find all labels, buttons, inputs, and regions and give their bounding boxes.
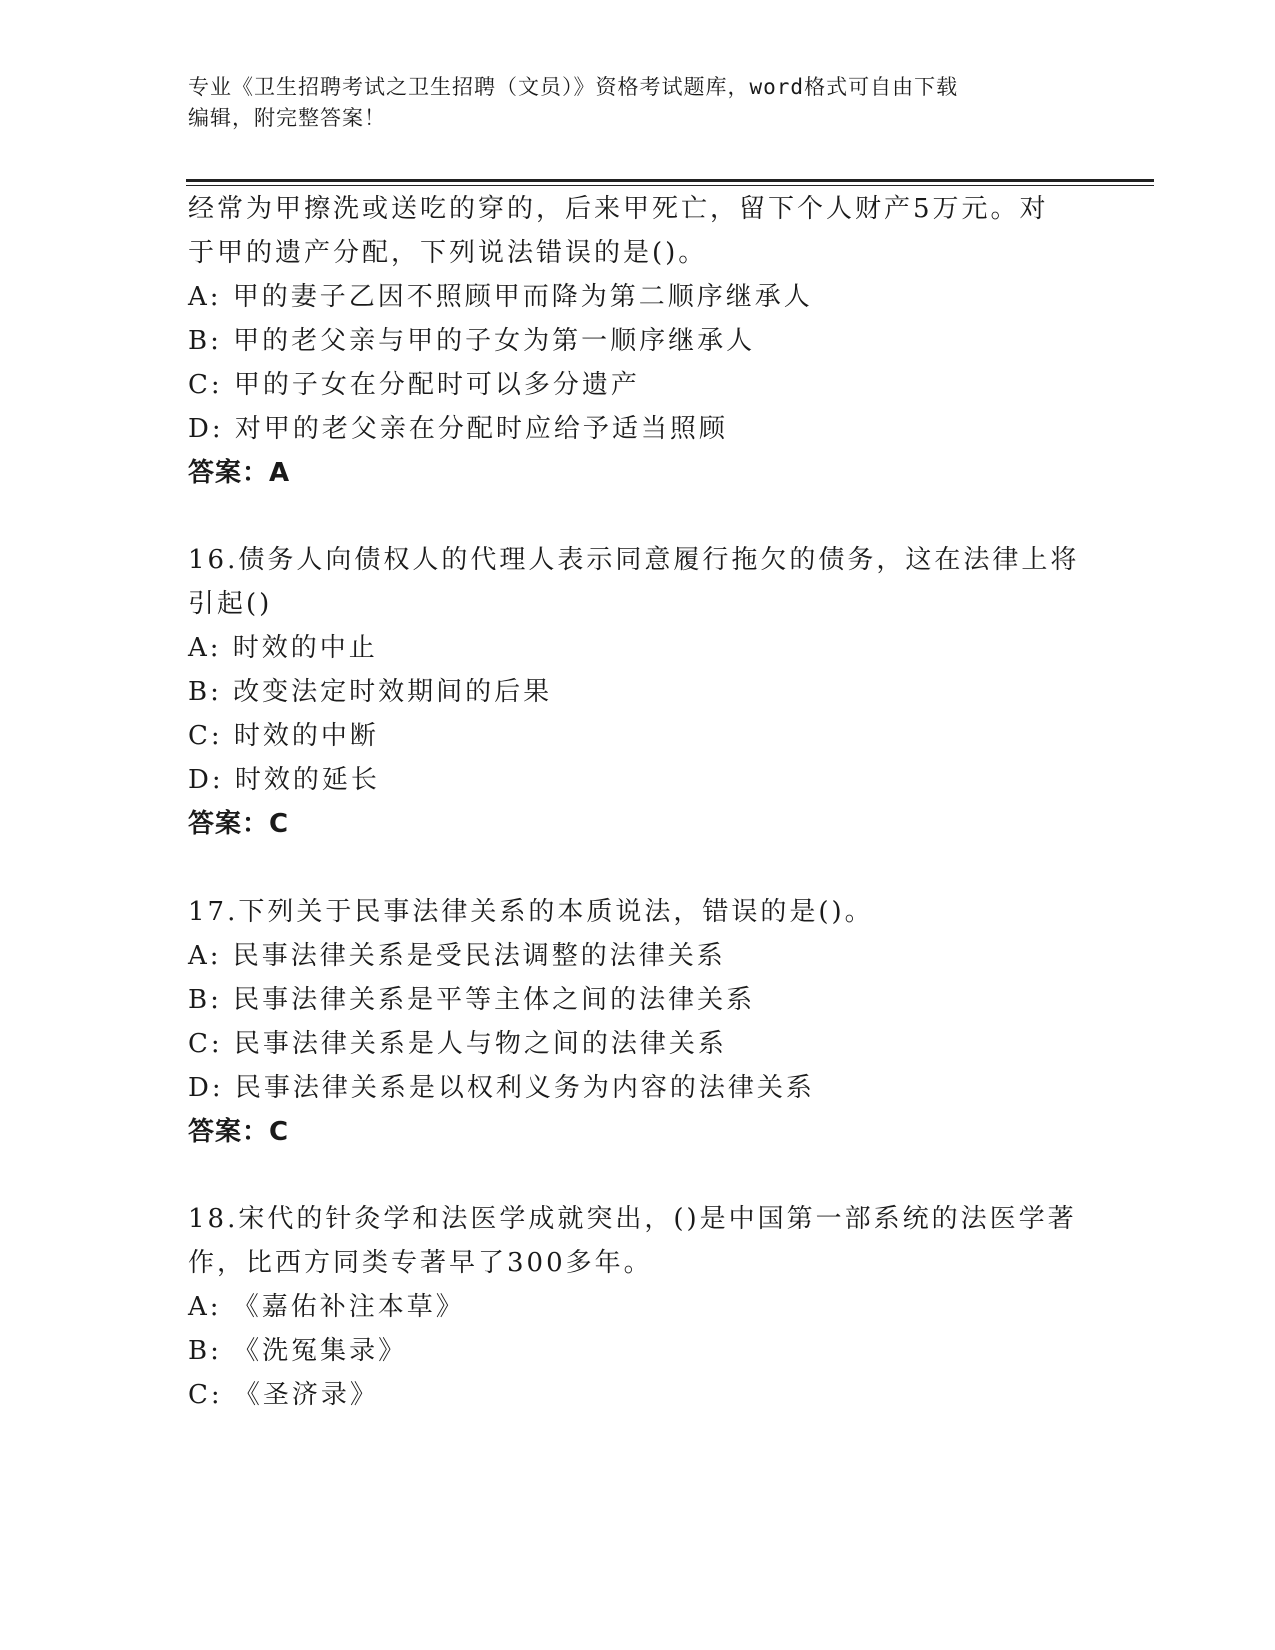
option-c: C: 民事法律关系是人与物之间的法律关系 — [188, 1029, 727, 1059]
option-c: C: 甲的子女在分配时可以多分遗产 — [188, 370, 640, 400]
option-a: A: 甲的妻子乙因不照顾甲而降为第二顺序继承人 — [188, 282, 813, 312]
answer-label: 答案：C — [188, 809, 290, 839]
option-b: B: 改变法定时效期间的后果 — [188, 677, 553, 707]
option-b: B: 《洗冤集录》 — [188, 1336, 408, 1366]
option-d: D: 对甲的老父亲在分配时应给予适当照顾 — [188, 414, 728, 444]
header-title-line-2: 编辑，附完整答案！ — [188, 106, 386, 130]
option-c: C: 《圣济录》 — [188, 1380, 379, 1410]
option-a: A: 民事法律关系是受民法调整的法律关系 — [188, 941, 726, 971]
header-divider-thin — [186, 185, 1154, 186]
question-stem-line: 于甲的遗产分配，下列说法错误的是()。 — [188, 238, 708, 268]
answer-label: 答案：C — [188, 1117, 290, 1147]
option-b: B: 民事法律关系是平等主体之间的法律关系 — [188, 985, 756, 1015]
option-b: B: 甲的老父亲与甲的子女为第一顺序继承人 — [188, 326, 756, 356]
option-a: A: 《嘉佑补注本草》 — [188, 1292, 465, 1322]
question-stem-line: 17.下列关于民事法律关系的本质说法，错误的是()。 — [188, 897, 874, 927]
option-d: D: 民事法律关系是以权利义务为内容的法律关系 — [188, 1073, 815, 1103]
question-stem-line: 18.宋代的针灸学和法医学成就突出，()是中国第一部系统的法医学著 — [188, 1204, 1077, 1234]
question-stem-line: 16.债务人向债权人的代理人表示同意履行拖欠的债务，这在法律上将 — [188, 545, 1080, 575]
option-a: A: 时效的中止 — [188, 633, 378, 663]
header-divider-thick — [186, 179, 1154, 182]
option-d: D: 时效的延长 — [188, 765, 380, 795]
option-c: C: 时效的中断 — [188, 721, 379, 751]
document-header — [188, 72, 1068, 134]
question-stem-line: 经常为甲擦洗或送吃的穿的，后来甲死亡，留下个人财产5万元。对 — [188, 194, 1049, 224]
header-title-line-1: 专业《卫生招聘考试之卫生招聘（文员）》资格考试题库，word格式可自由下载 — [188, 75, 959, 99]
question-stem-line: 作，比西方同类专著早了300多年。 — [188, 1248, 653, 1278]
question-stem-line: 引起() — [188, 589, 273, 619]
answer-label: 答案：A — [188, 458, 291, 488]
